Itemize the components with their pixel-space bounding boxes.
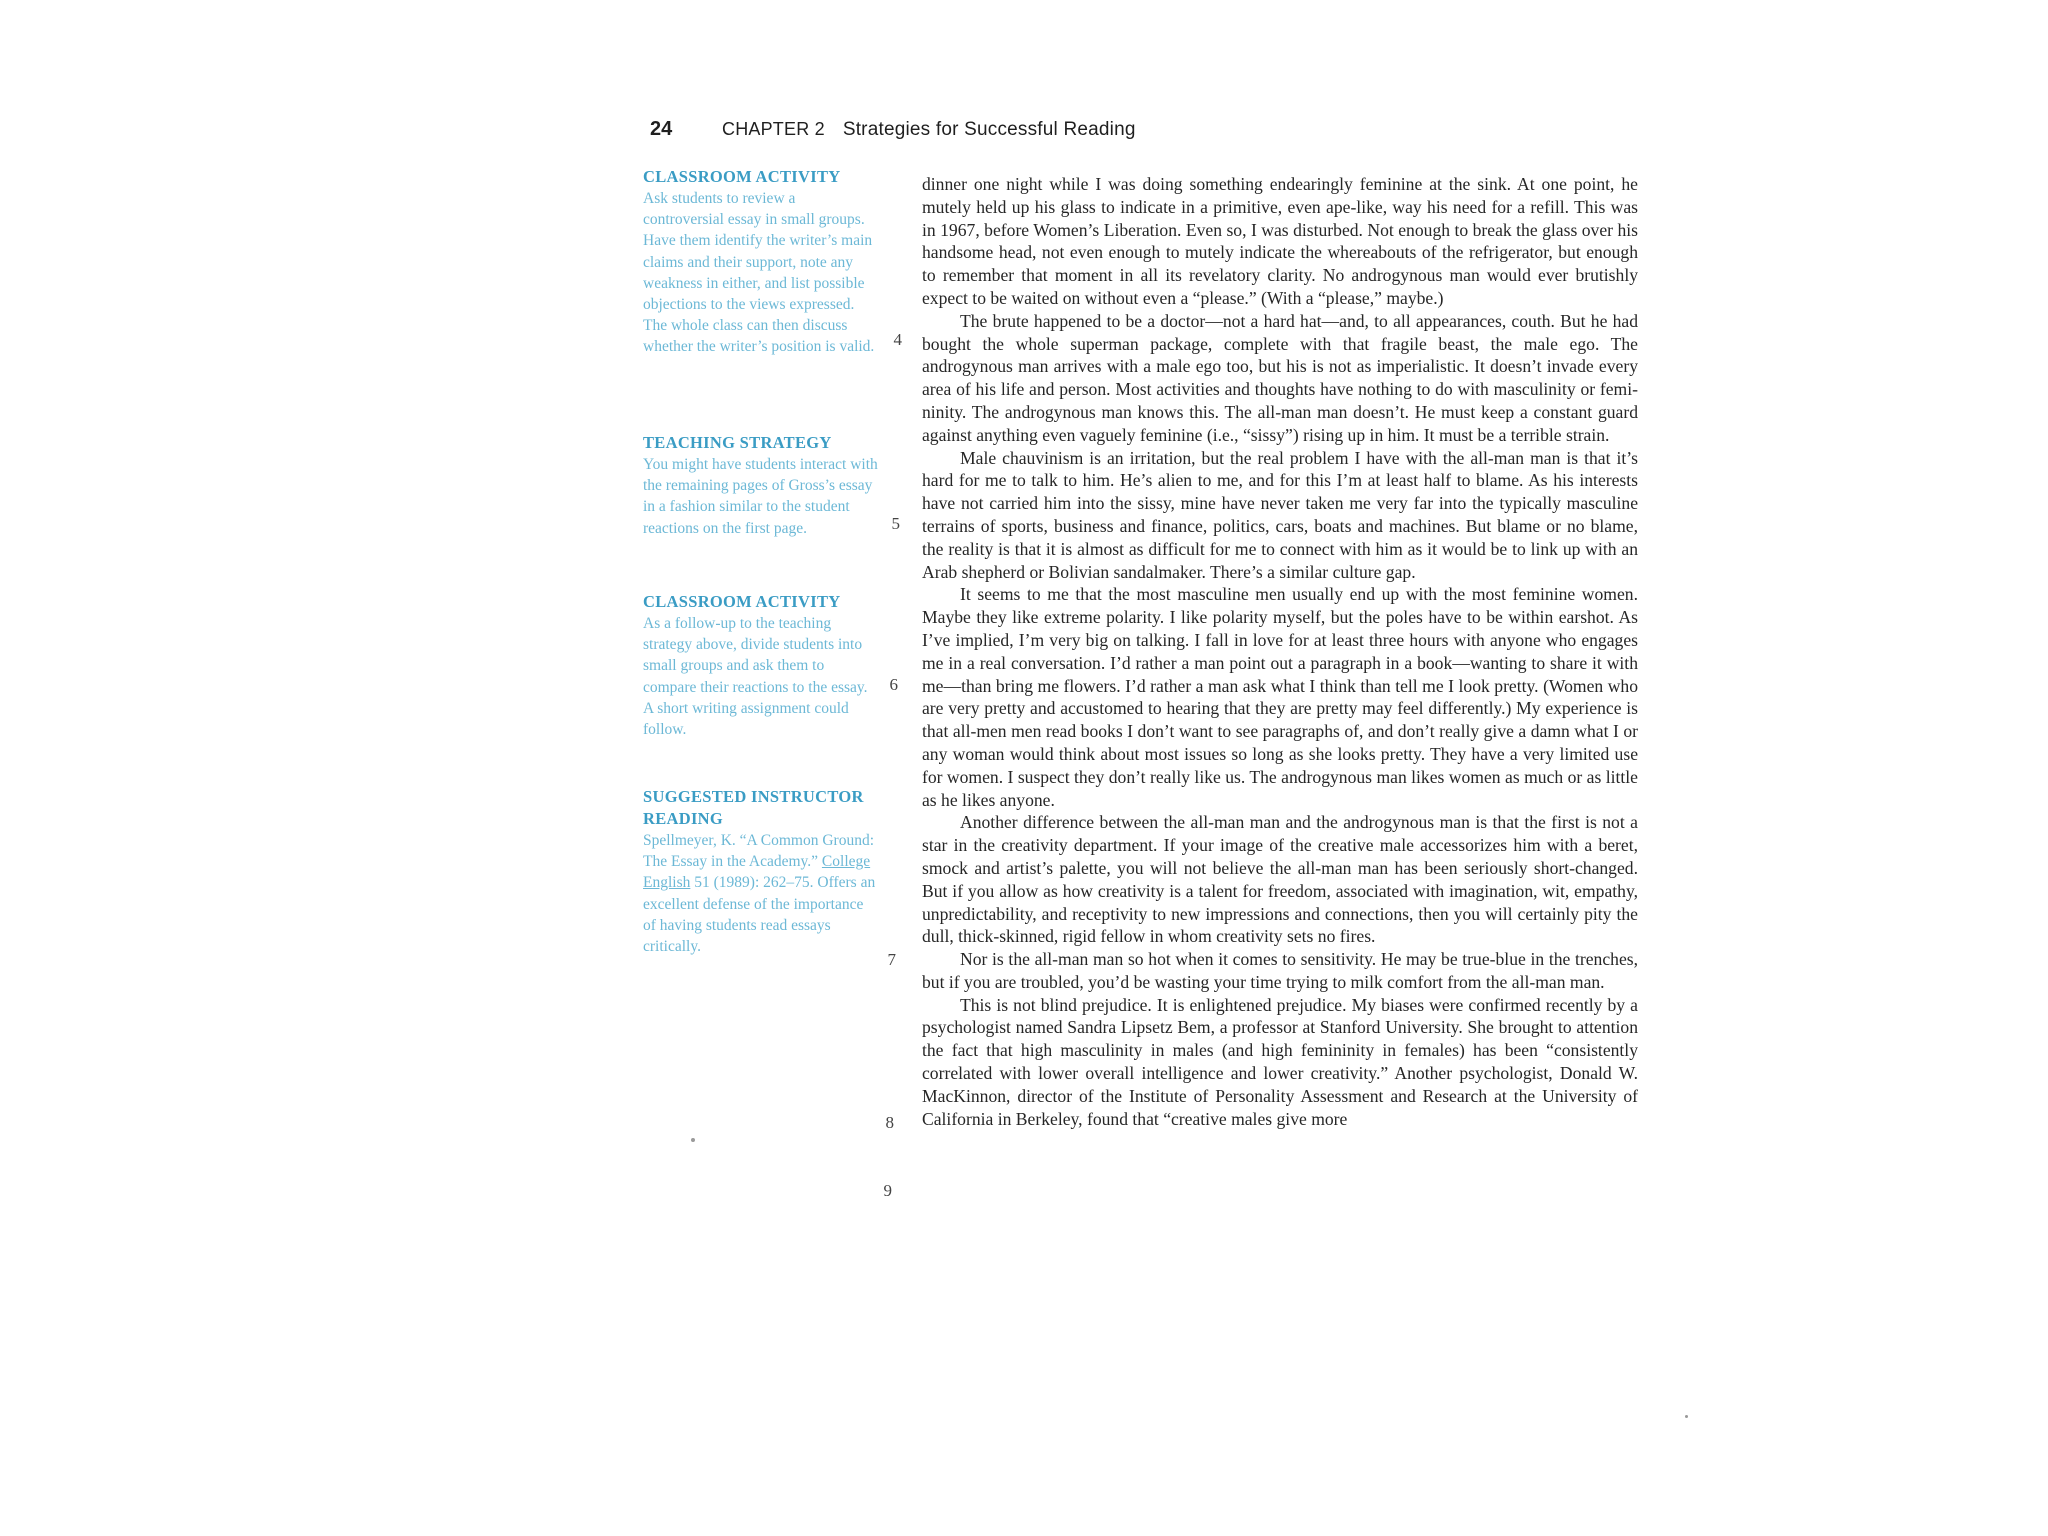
paragraph-number: 8	[885, 1113, 894, 1132]
journal-title: College English	[643, 853, 871, 892]
essay-paragraph: Male chauvinism is an irritation, but the real problem I have with the all-man man is that it’s hard for me to talk to him. He’s alien to me, and for this I’m at least half to blame. As his interests have not carried him into the sissy, mine have never taken me very far into the typically masculine terrains of sports, business and finance, politics, cars, boats and machines. But blame or no blame, the reality is that it is almost as difficult for me to connect with him as it would be to link up with an Arab shepherd or Bolivian sandalmaker. There’s a similar culture gap.	[922, 447, 1638, 582]
note-body: You might have students interact with the remaining pages of Gross’s essay in a fashion similar to the student reactions on the first page.	[643, 456, 878, 537]
sidebar-note-classroom-activity-2	[643, 591, 878, 740]
sidebar-note-classroom-activity	[643, 166, 878, 358]
scan-speck	[1685, 1415, 1688, 1418]
note-heading: CLASSROOM ACTIVITY	[643, 592, 841, 611]
citation-text: Spellmeyer, K. “A Common Ground: The Essay in the Academy.”	[643, 832, 874, 871]
running-header	[650, 118, 1136, 148]
note-heading: TEACHING STRATEGY	[643, 433, 832, 452]
paragraph-number: 9	[883, 1181, 892, 1200]
essay-paragraph: Another difference between the all-man man and the androgynous man is that the first is not a star in the creativity department. If your image of the creative male accessorizes him with a beret, smock and artist’s palette, you will not believe the all-man man has been seriously short-changed. But if you allow as how creativity is a talent for freedom, associated with imagination, wit, empathy, unpredictability, and receptivity to new impressions and connections, then you will certainly pity the dull, thick-skinned, rigid fellow in whom creativity sets no fires.	[922, 812, 1638, 947]
note-body	[643, 830, 878, 957]
note-body: As a follow-up to the teaching strategy above, divide students into small groups and ask them to compare their reactions to the essay. A short writing assignment could follow.	[643, 615, 868, 739]
citation-text: 51 (1989): 262–75. Offers an excellent defense of the importance of having students read essays critically.	[643, 874, 876, 956]
chapter-title: Strategies for Successful Reading	[842, 119, 1136, 140]
scan-speck	[691, 1138, 695, 1142]
note-heading: CLASSROOM ACTIVITY	[643, 167, 841, 186]
note-heading: SUGGESTED INSTRUCTOR READING	[643, 787, 864, 828]
page-number: 24	[650, 118, 673, 140]
sidebar-note-suggested-reading	[643, 786, 878, 957]
paragraph-number: 4	[893, 330, 902, 349]
essay-paragraph: It seems to me that the most masculine men usually end up with the most feminine women. Maybe they like extreme polarity. I like polarity myself, but the poles have to be within earshot. As I’ve implied, I’m very big on talking. I fall in love for at least three hours with anyone who engages me in a real conversation. I’d rather a man point out a paragraph in a book—wanting to share it with me—than bring me flowers. I’d rather a man ask what I think than tell me I look pretty. (Women who are very pretty and accustomed to hearing that they are pretty may feel differently.) My experience is that all-men men read books I don’t want to see paragraphs of, and don’t really give a damn what I or any woman would think about most issues so long as she looks pretty. They have a very limited use for women. I suspect they don’t really like us. The androgynous man likes women as much or as little as he likes anyone.	[922, 584, 1638, 810]
essay-paragraph: This is not blind prejudice. It is enlightened prejudice. My biases were confirmed recently by a psychologist named Sandra Lipsetz Bem, a professor at Stanford University. She brought to attention the fact that high masculinity in males (and high femininity in females) has been “consistently correlated with lower overall intelligence and lower creativity.” Another psychologist, Donald W. MacKinnon, director of the Institute of Personality Assessment and Research at the University of California in Berkeley, found that “creative males give more	[922, 994, 1638, 1129]
essay-paragraph: dinner one night while I was doing something endearingly feminine at the sink. At one point, he mutely held up his glass to indicate in a primitive, even ape-like, way his need for a refill. This was in 1967, before Women’s Liberation. Even so, I was disturbed. Not enough to break the glass over his handsome head, not even enough to mutely indicate the whereabouts of the refrigerator, but enough to remember that moment in all its revelatory clarity. No androgynous man would ever brutishly expect to be waited on without even a “please.” (With a “please,” maybe.)	[922, 174, 1638, 308]
essay-text	[922, 173, 1638, 1130]
note-body: Ask students to review a controversial essay in small groups. Have them identify the writer’s main claims and their support, note any weakness in either, and list possible objections to the views expressed. The whole class can then discuss whether the writer’s position is valid.	[643, 190, 875, 356]
essay-paragraph: Nor is the all-man man so hot when it comes to sensitivity. He may be true-blue in the trenches, but if you are troubled, you’d be wasting your time trying to milk comfort from the all-man man.	[922, 949, 1638, 992]
chapter-label: CHAPTER 2	[722, 119, 825, 139]
paragraph-number: 6	[889, 675, 898, 694]
paragraph-number: 7	[887, 950, 896, 969]
paragraph-number: 5	[891, 514, 900, 533]
sidebar-note-teaching-strategy	[643, 432, 878, 539]
essay-paragraph: The brute happened to be a doctor—not a hard hat—and, to all appearances, couth. But he had bought the whole superman package, complete with that fragile beast, the male ego. The androgynous man arrives with a male ego too, but his is not as imperialistic. It doesn’t invade every area of his life and person. Most activities and thoughts have nothing to do with masculinity or femininity. The androgynous man knows this. The all-man man doesn’t. He must keep a constant guard against anything even vaguely feminine (i.e., “sissy”) rising up in him. It must be a terrible strain.	[922, 310, 1638, 445]
